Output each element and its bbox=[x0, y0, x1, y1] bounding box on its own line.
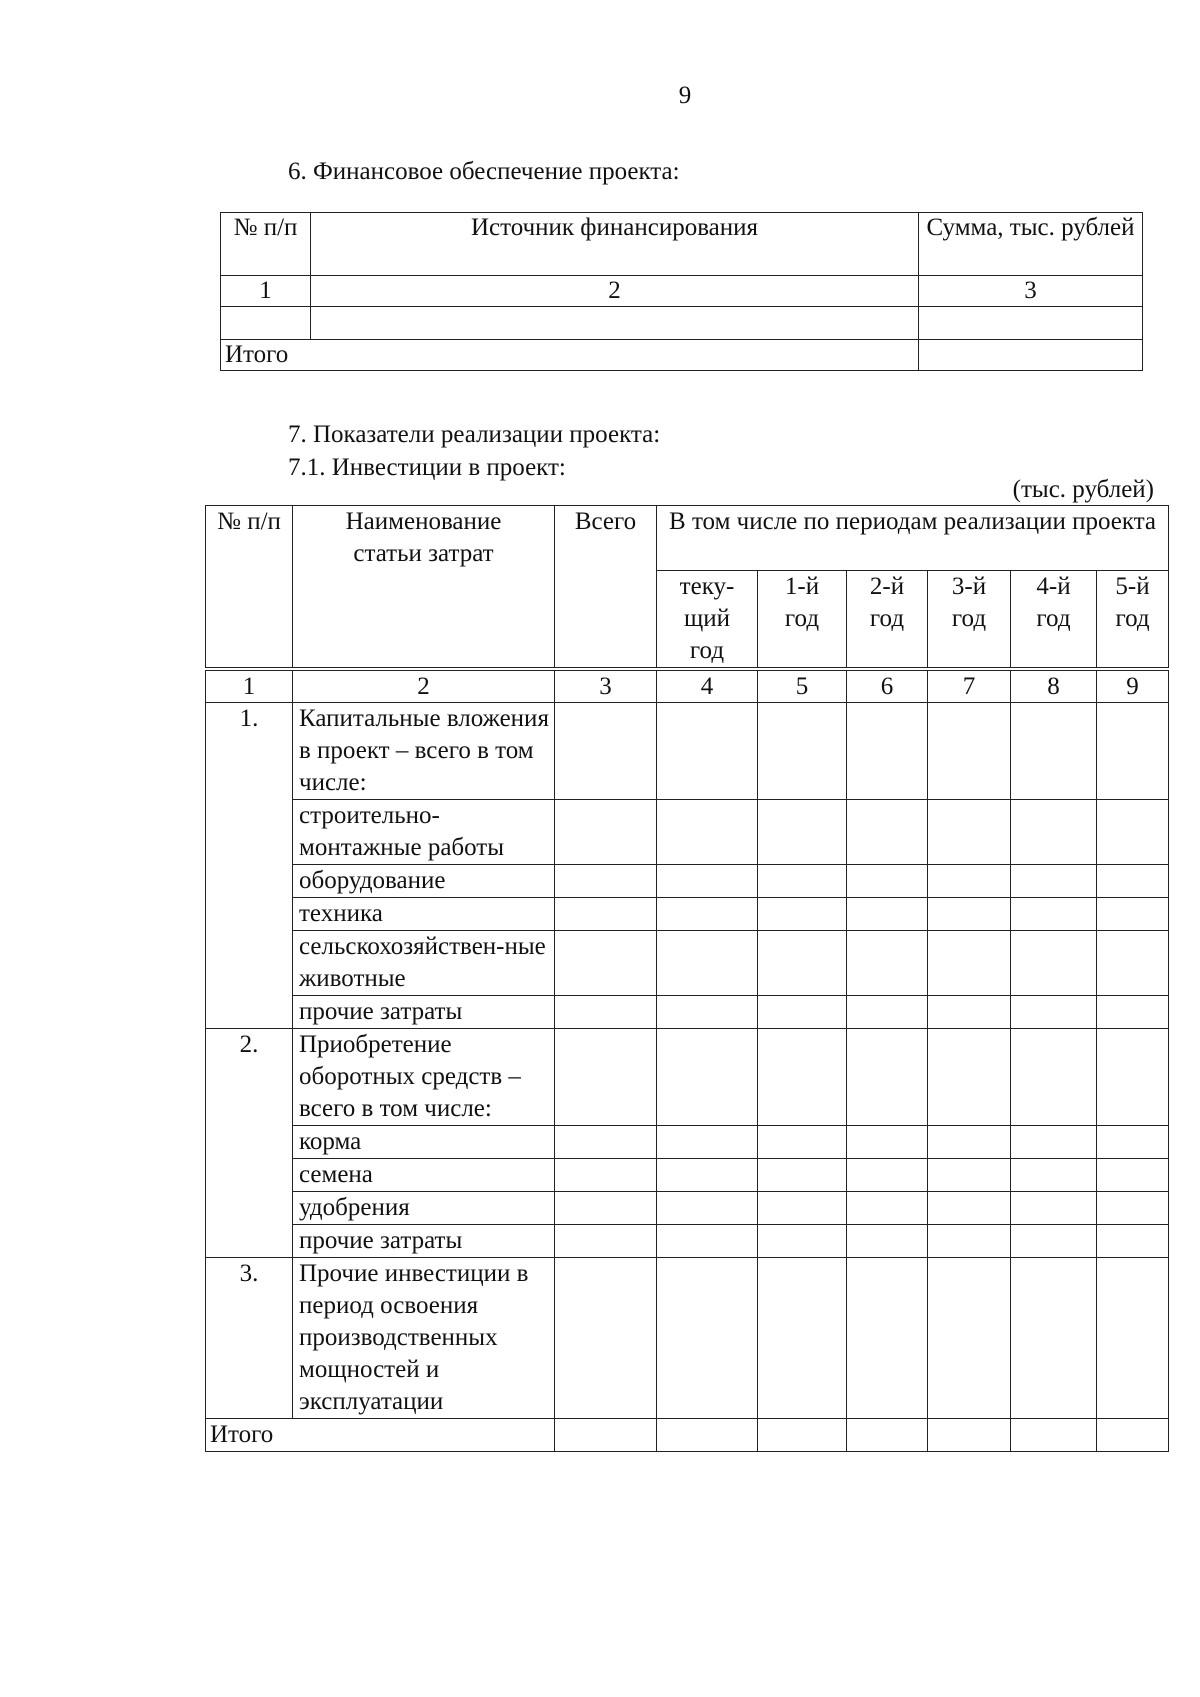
empty-cell bbox=[758, 1225, 847, 1258]
empty-cell bbox=[555, 1225, 657, 1258]
column-number: 1 bbox=[206, 669, 293, 703]
empty-cell bbox=[657, 1258, 758, 1419]
column-number: 2 bbox=[293, 669, 555, 703]
empty-cell bbox=[928, 703, 1011, 800]
group-row bbox=[206, 1258, 1169, 1419]
empty-cell bbox=[1011, 1258, 1097, 1419]
empty-cell bbox=[1097, 1126, 1169, 1159]
group-row bbox=[206, 703, 1169, 800]
empty-cell bbox=[657, 703, 758, 800]
item-row bbox=[206, 1126, 1169, 1159]
empty-cell bbox=[657, 800, 758, 865]
empty-cell bbox=[847, 931, 928, 996]
empty-cell bbox=[847, 1419, 928, 1452]
item-row bbox=[206, 996, 1169, 1029]
column-numbers-row bbox=[221, 276, 1143, 307]
header-row bbox=[221, 213, 1143, 276]
empty-cell bbox=[657, 931, 758, 996]
empty-cell bbox=[221, 307, 311, 340]
empty-cell bbox=[847, 1029, 928, 1126]
item-name: прочие затраты bbox=[293, 996, 555, 1029]
empty-cell bbox=[1011, 898, 1097, 931]
page-number: 9 bbox=[678, 82, 692, 109]
empty-cell bbox=[1011, 931, 1097, 996]
empty-cell bbox=[657, 1192, 758, 1225]
item-row bbox=[206, 800, 1169, 865]
section-7-1-heading: 7.1. Инвестиции в проект: bbox=[288, 454, 566, 481]
item-name: удобрения bbox=[293, 1192, 555, 1225]
header-total: Всего bbox=[555, 506, 657, 670]
empty-cell bbox=[928, 1192, 1011, 1225]
column-number: 1 bbox=[221, 276, 311, 307]
empty-cell bbox=[847, 865, 928, 898]
investment-table bbox=[205, 505, 1169, 1452]
header-num: № п/п bbox=[206, 506, 293, 670]
group-title: Прочие инвестиции в период освоения производственных мощностей и эксплуатации bbox=[293, 1258, 555, 1419]
empty-cell bbox=[1097, 1258, 1169, 1419]
empty-cell bbox=[1097, 703, 1169, 800]
empty-cell bbox=[555, 1258, 657, 1419]
header-year-1: 1-й год bbox=[758, 571, 847, 670]
empty-cell bbox=[847, 1258, 928, 1419]
empty-row bbox=[221, 307, 1143, 340]
empty-cell bbox=[1097, 800, 1169, 865]
header-name: Наименование статьи затрат bbox=[293, 506, 555, 670]
column-number: 6 bbox=[847, 669, 928, 703]
table-header bbox=[206, 506, 1169, 670]
financing-table bbox=[220, 212, 1143, 371]
item-row bbox=[206, 1159, 1169, 1192]
empty-cell bbox=[928, 931, 1011, 996]
empty-cell bbox=[1097, 1225, 1169, 1258]
item-row bbox=[206, 931, 1169, 996]
empty-cell bbox=[555, 996, 657, 1029]
empty-cell bbox=[657, 865, 758, 898]
empty-cell bbox=[758, 996, 847, 1029]
empty-cell bbox=[919, 307, 1143, 340]
header-year-2: 2-й год bbox=[847, 571, 928, 670]
empty-cell bbox=[847, 800, 928, 865]
empty-cell bbox=[657, 1419, 758, 1452]
header-periods: В том числе по периодам реализации проекта bbox=[657, 506, 1169, 571]
empty-cell bbox=[928, 865, 1011, 898]
empty-cell bbox=[758, 1029, 847, 1126]
empty-cell bbox=[555, 1159, 657, 1192]
group-row bbox=[206, 1029, 1169, 1126]
column-number: 3 bbox=[555, 669, 657, 703]
empty-cell bbox=[1097, 898, 1169, 931]
empty-cell bbox=[928, 898, 1011, 931]
empty-cell bbox=[758, 931, 847, 996]
empty-cell bbox=[657, 1159, 758, 1192]
empty-cell bbox=[555, 898, 657, 931]
item-name: сельскохозяйствен-ные животные bbox=[293, 931, 555, 996]
group-title: Капитальные вложения в проект – всего в том числе: bbox=[293, 703, 555, 800]
empty-cell bbox=[847, 898, 928, 931]
units-label: (тыс. рублей) bbox=[1012, 476, 1154, 503]
empty-cell bbox=[758, 898, 847, 931]
column-number: 9 bbox=[1097, 669, 1169, 703]
empty-cell bbox=[847, 1192, 928, 1225]
empty-cell bbox=[1011, 1126, 1097, 1159]
empty-cell bbox=[847, 1159, 928, 1192]
empty-cell bbox=[657, 1126, 758, 1159]
empty-cell bbox=[311, 307, 919, 340]
column-number: 2 bbox=[311, 276, 919, 307]
total-label: Итого bbox=[221, 340, 919, 371]
item-row bbox=[206, 1225, 1169, 1258]
column-number: 8 bbox=[1011, 669, 1097, 703]
empty-cell bbox=[758, 1419, 847, 1452]
total-row bbox=[206, 1419, 1169, 1452]
column-numbers-row bbox=[206, 669, 1169, 703]
empty-cell bbox=[1097, 996, 1169, 1029]
group-number: 3. bbox=[206, 1258, 293, 1419]
item-row bbox=[206, 1192, 1169, 1225]
group-number: 2. bbox=[206, 1029, 293, 1258]
empty-cell bbox=[555, 1126, 657, 1159]
total-label: Итого bbox=[206, 1419, 555, 1452]
empty-cell bbox=[928, 996, 1011, 1029]
item-name: техника bbox=[293, 898, 555, 931]
item-name: прочие затраты bbox=[293, 1225, 555, 1258]
header-year-5: 5-й год bbox=[1097, 571, 1169, 670]
empty-cell bbox=[1011, 1029, 1097, 1126]
empty-cell bbox=[1011, 703, 1097, 800]
empty-cell bbox=[758, 1192, 847, 1225]
empty-cell bbox=[657, 1225, 758, 1258]
group-number: 1. bbox=[206, 703, 293, 1029]
empty-cell bbox=[928, 1029, 1011, 1126]
table-body bbox=[206, 669, 1169, 1452]
section-7-heading: 7. Показатели реализации проекта: bbox=[288, 421, 661, 448]
empty-cell bbox=[657, 1029, 758, 1126]
empty-cell bbox=[1097, 1029, 1169, 1126]
header-sum: Сумма, тыс. рублей bbox=[919, 213, 1143, 276]
empty-cell bbox=[1011, 865, 1097, 898]
section-6-heading: 6. Финансовое обеспечение проекта: bbox=[288, 158, 680, 185]
empty-cell bbox=[1097, 1159, 1169, 1192]
empty-cell bbox=[1011, 1192, 1097, 1225]
column-number: 5 bbox=[758, 669, 847, 703]
empty-cell bbox=[1097, 931, 1169, 996]
item-name: семена bbox=[293, 1159, 555, 1192]
empty-cell bbox=[1011, 800, 1097, 865]
header-year-3: 3-й год bbox=[928, 571, 1011, 670]
item-name: оборудование bbox=[293, 865, 555, 898]
group-title: Приобретение оборотных средств – всего в том числе: bbox=[293, 1029, 555, 1126]
empty-cell bbox=[758, 703, 847, 800]
empty-cell bbox=[555, 1419, 657, 1452]
total-row bbox=[221, 340, 1143, 371]
column-number: 4 bbox=[657, 669, 758, 703]
empty-cell bbox=[657, 996, 758, 1029]
item-row bbox=[206, 898, 1169, 931]
empty-cell bbox=[1097, 1192, 1169, 1225]
item-name: строительно-монтажные работы bbox=[293, 800, 555, 865]
empty-cell bbox=[928, 1126, 1011, 1159]
empty-cell bbox=[758, 1258, 847, 1419]
column-number: 7 bbox=[928, 669, 1011, 703]
empty-cell bbox=[847, 703, 928, 800]
empty-cell bbox=[758, 1159, 847, 1192]
item-row bbox=[206, 865, 1169, 898]
empty-cell bbox=[758, 1126, 847, 1159]
empty-cell bbox=[1011, 1225, 1097, 1258]
empty-cell bbox=[555, 931, 657, 996]
empty-cell bbox=[928, 1225, 1011, 1258]
empty-cell bbox=[555, 1029, 657, 1126]
empty-cell bbox=[928, 1419, 1011, 1452]
empty-cell bbox=[555, 1192, 657, 1225]
empty-cell bbox=[555, 865, 657, 898]
empty-cell bbox=[555, 800, 657, 865]
header-source: Источник финансирования bbox=[311, 213, 919, 276]
empty-cell bbox=[1011, 1159, 1097, 1192]
empty-cell bbox=[1011, 996, 1097, 1029]
empty-cell bbox=[555, 703, 657, 800]
empty-cell bbox=[928, 1258, 1011, 1419]
empty-cell bbox=[758, 865, 847, 898]
empty-cell bbox=[928, 800, 1011, 865]
empty-cell bbox=[847, 996, 928, 1029]
empty-cell bbox=[657, 898, 758, 931]
empty-cell bbox=[758, 800, 847, 865]
empty-cell bbox=[847, 1126, 928, 1159]
empty-cell bbox=[928, 1159, 1011, 1192]
empty-cell bbox=[919, 340, 1143, 371]
header-current-year: теку-щий год bbox=[657, 571, 758, 670]
item-name: корма bbox=[293, 1126, 555, 1159]
column-number: 3 bbox=[919, 276, 1143, 307]
empty-cell bbox=[1011, 1419, 1097, 1452]
header-num: № п/п bbox=[221, 213, 311, 276]
header-year-4: 4-й год bbox=[1011, 571, 1097, 670]
empty-cell bbox=[847, 1225, 928, 1258]
empty-cell bbox=[1097, 1419, 1169, 1452]
empty-cell bbox=[1097, 865, 1169, 898]
